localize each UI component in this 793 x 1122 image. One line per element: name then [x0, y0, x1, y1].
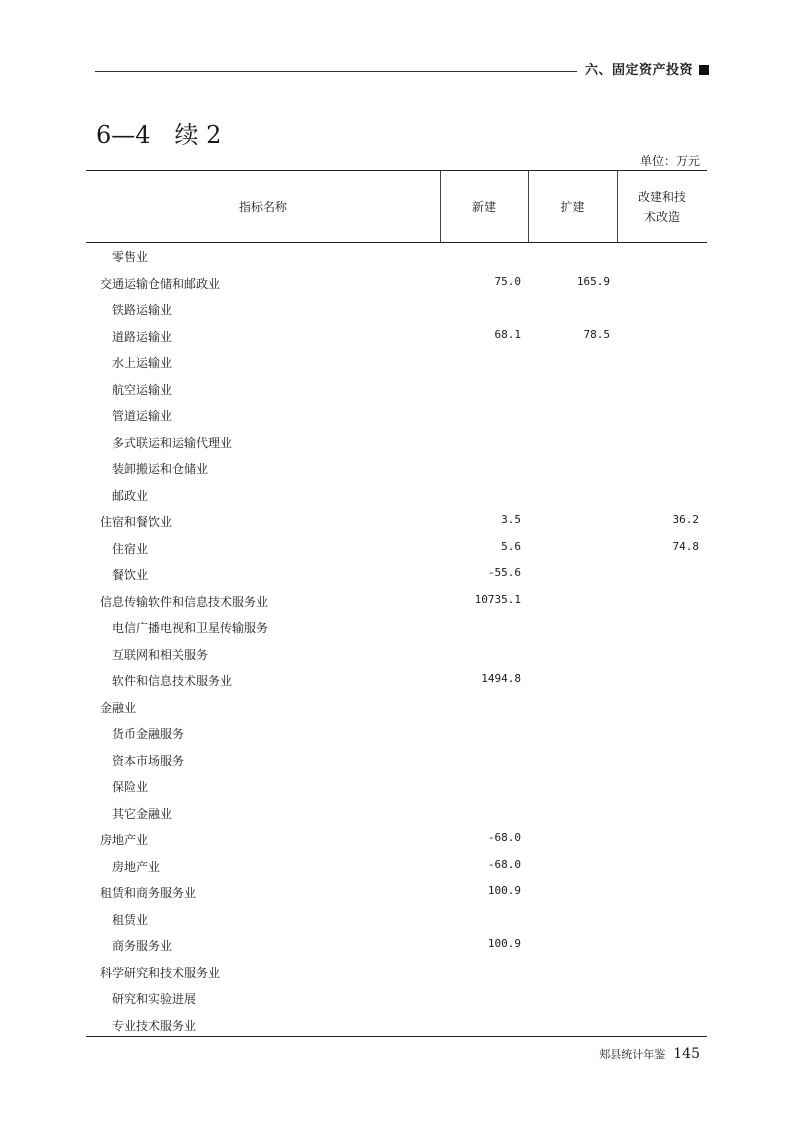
table-row — [0, 932, 793, 959]
cell-new: 100.9 — [487, 937, 521, 950]
table-row — [0, 773, 793, 800]
row-name: 租赁业 — [112, 912, 149, 927]
table-row — [0, 1012, 793, 1039]
row-name: 信息传输软件和信息技术服务业 — [100, 594, 269, 609]
table-row — [0, 323, 793, 350]
table-body — [0, 243, 793, 1038]
table-row — [0, 853, 793, 880]
unit-label: 单位：万元 — [639, 154, 700, 168]
cell-new: -68.0 — [487, 831, 521, 844]
section-title: 六、固定资产投资 — [585, 59, 709, 78]
row-name: 金融业 — [100, 700, 137, 715]
table-row — [0, 906, 793, 933]
header-rule — [95, 71, 577, 72]
table-row — [0, 296, 793, 323]
cell-new: 5.6 — [501, 539, 521, 553]
table-row — [0, 349, 793, 376]
table-row — [0, 270, 793, 297]
column-header-name: 指标名称 — [238, 199, 287, 214]
table-title: 6—4 续 2 — [96, 121, 222, 149]
row-name: 房地产业 — [112, 859, 161, 874]
table-row — [0, 429, 793, 456]
table-row — [0, 720, 793, 747]
table-row — [0, 402, 793, 429]
column-header-expansion: 扩建 — [560, 199, 585, 214]
table-row — [0, 482, 793, 509]
table-row — [0, 535, 793, 562]
table-row — [0, 959, 793, 986]
row-name: 水上运输业 — [112, 356, 173, 370]
row-name: 道路运输业 — [112, 329, 173, 344]
row-name: 货币金融服务 — [112, 727, 185, 741]
cell-new: -68.0 — [487, 857, 521, 871]
table-row — [0, 614, 793, 641]
row-name: 其它金融业 — [112, 806, 173, 821]
table-row — [0, 243, 793, 270]
column-header-reconstruction — [617, 171, 707, 242]
page-footer — [599, 1046, 700, 1062]
page-number: 145 — [673, 1046, 700, 1062]
cell-new: 1494.8 — [481, 672, 521, 685]
cell-new: 3.5 — [501, 513, 521, 526]
row-name: 交通运输仓储和邮政业 — [100, 276, 221, 291]
cell-expansion: 165.9 — [576, 274, 610, 288]
row-name: 航空运输业 — [112, 382, 173, 397]
row-name: 铁路运输业 — [112, 303, 173, 317]
row-name: 研究和实验进展 — [112, 992, 197, 1006]
table-row — [0, 879, 793, 906]
row-name: 邮政业 — [112, 488, 149, 503]
table-row — [0, 376, 793, 403]
table-row — [0, 588, 793, 615]
table-row — [0, 561, 793, 588]
row-name: 零售业 — [112, 250, 149, 264]
row-name: 住宿和餐饮业 — [100, 515, 173, 529]
cell-new: 100.9 — [487, 884, 521, 897]
row-name: 餐饮业 — [112, 568, 149, 582]
table-row — [0, 694, 793, 721]
row-name: 电信广播电视和卫星传输服务 — [112, 621, 269, 635]
row-name: 住宿业 — [112, 541, 149, 556]
table-row — [0, 455, 793, 482]
cell-new: -55.6 — [487, 566, 521, 579]
cell-new: 10735.1 — [474, 592, 521, 606]
table-row — [0, 826, 793, 853]
row-name: 科学研究和技术服务业 — [100, 965, 221, 980]
row-name: 装卸搬运和仓储业 — [112, 462, 209, 476]
row-name: 保险业 — [112, 780, 149, 794]
footer-book-title: 郏县统计年鉴 — [599, 1048, 666, 1061]
table-row — [0, 985, 793, 1012]
row-name: 管道运输业 — [112, 409, 173, 423]
row-name: 商务服务业 — [112, 939, 173, 953]
row-name: 专业技术服务业 — [112, 1018, 197, 1033]
row-name: 资本市场服务 — [112, 753, 185, 768]
row-name: 互联网和相关服务 — [112, 647, 209, 662]
cell-expansion: 78.5 — [583, 327, 610, 341]
table-row — [0, 747, 793, 774]
table-row — [0, 641, 793, 668]
section-square-icon — [699, 65, 709, 75]
column-header-reconstruction-label: 改建和技术改造 — [637, 189, 686, 224]
table-row — [0, 667, 793, 694]
cell-reconstruction: 36.2 — [672, 513, 699, 526]
table-bottom-rule — [86, 1036, 707, 1037]
column-header-new: 新建 — [471, 199, 496, 214]
row-name: 房地产业 — [100, 833, 149, 847]
cell-reconstruction: 74.8 — [672, 539, 699, 553]
cell-new: 68.1 — [494, 327, 521, 341]
row-name: 租赁和商务服务业 — [100, 886, 197, 900]
row-name: 多式联运和运输代理业 — [112, 435, 233, 450]
cell-new: 75.0 — [494, 274, 521, 288]
table-row — [0, 508, 793, 535]
table-row — [0, 800, 793, 827]
row-name: 软件和信息技术服务业 — [112, 674, 233, 688]
